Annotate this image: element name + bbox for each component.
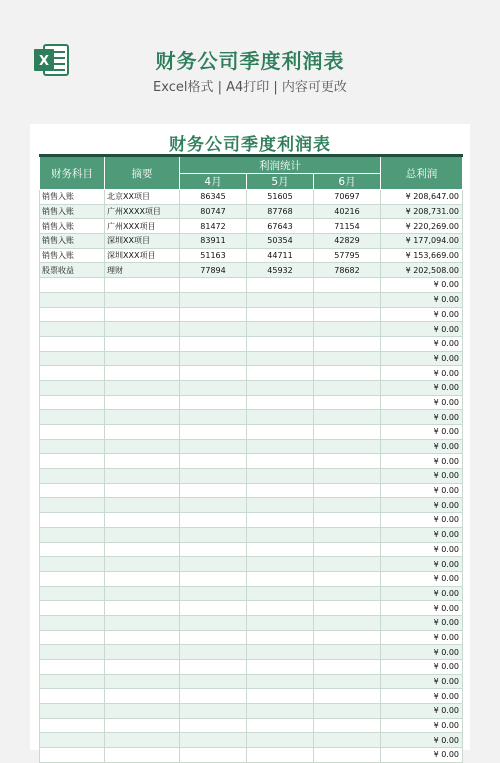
cell-m5[interactable] — [247, 557, 314, 572]
cell-m6[interactable] — [314, 498, 381, 513]
cell-m4[interactable] — [180, 498, 247, 513]
cell-m6[interactable]: 78682 — [314, 263, 381, 278]
cell-m5[interactable]: 67643 — [247, 219, 314, 234]
cell-account[interactable] — [40, 645, 105, 660]
table-row — [40, 586, 463, 601]
cell-account[interactable] — [40, 292, 105, 307]
cell-m5[interactable] — [247, 527, 314, 542]
col-header-account: 财务科目 — [40, 156, 105, 190]
page-title: 财务公司季度利润表 — [155, 49, 345, 73]
cell-m4[interactable] — [180, 351, 247, 366]
cell-account[interactable] — [40, 483, 105, 498]
cell-m5[interactable]: 50354 — [247, 234, 314, 249]
col-header-total: 总利润 — [381, 156, 463, 190]
spreadsheet-preview — [30, 124, 470, 760]
table-row — [40, 513, 463, 528]
cell-m6[interactable] — [314, 307, 381, 322]
cell-total[interactable]: ¥ 0.00 — [381, 689, 463, 704]
cell-summary[interactable]: 理财 — [105, 263, 180, 278]
table-row — [40, 718, 463, 733]
cell-account[interactable] — [40, 748, 105, 763]
cell-m6[interactable] — [314, 645, 381, 660]
cell-account[interactable]: 销售入账 — [40, 219, 105, 234]
cell-m5[interactable]: 51605 — [247, 190, 314, 205]
cell-m4[interactable] — [180, 527, 247, 542]
cell-m6[interactable]: 57795 — [314, 248, 381, 263]
cell-summary[interactable] — [105, 366, 180, 381]
cell-m5[interactable] — [247, 351, 314, 366]
table-row — [40, 527, 463, 542]
table-row — [40, 733, 463, 748]
table-row — [40, 748, 463, 763]
cell-m6[interactable] — [314, 439, 381, 454]
cell-total[interactable]: ¥ 0.00 — [381, 366, 463, 381]
cell-summary[interactable]: 深圳XXX项目 — [105, 248, 180, 263]
cell-summary[interactable] — [105, 513, 180, 528]
cell-m4[interactable] — [180, 571, 247, 586]
cell-m4[interactable] — [180, 380, 247, 395]
cell-summary[interactable] — [105, 704, 180, 719]
cell-m4[interactable]: 77894 — [180, 263, 247, 278]
table-row — [40, 410, 463, 425]
cell-m6[interactable] — [314, 322, 381, 337]
cell-total[interactable]: ¥ 0.00 — [381, 278, 463, 293]
cell-total[interactable]: ¥ 0.00 — [381, 660, 463, 675]
cell-total[interactable]: ¥ 0.00 — [381, 571, 463, 586]
cell-m4[interactable] — [180, 748, 247, 763]
cell-account[interactable] — [40, 674, 105, 689]
cell-account[interactable] — [40, 322, 105, 337]
cell-m6[interactable] — [314, 513, 381, 528]
cell-account[interactable] — [40, 454, 105, 469]
cell-m4[interactable] — [180, 278, 247, 293]
cell-m6[interactable] — [314, 733, 381, 748]
cell-m5[interactable] — [247, 454, 314, 469]
svg-text:X: X — [38, 54, 50, 69]
cell-m5[interactable] — [247, 395, 314, 410]
cell-account[interactable] — [40, 410, 105, 425]
cell-total[interactable]: ¥ 0.00 — [381, 351, 463, 366]
cell-total[interactable]: ¥ 0.00 — [381, 483, 463, 498]
cell-summary[interactable] — [105, 630, 180, 645]
cell-account[interactable] — [40, 439, 105, 454]
cell-m5[interactable] — [247, 278, 314, 293]
cell-total[interactable]: ¥ 202,508.00 — [381, 263, 463, 278]
page-subtitle: Excel格式 | A4打印 | 内容可更改 — [153, 80, 347, 95]
table-row — [40, 263, 463, 278]
cell-summary[interactable] — [105, 586, 180, 601]
cell-account[interactable] — [40, 380, 105, 395]
table-row — [40, 307, 463, 322]
cell-m5[interactable] — [247, 292, 314, 307]
cell-m5[interactable] — [247, 733, 314, 748]
cell-m4[interactable] — [180, 557, 247, 572]
cell-account[interactable] — [40, 733, 105, 748]
cell-m5[interactable] — [247, 336, 314, 351]
cell-m6[interactable] — [314, 557, 381, 572]
cell-account[interactable]: 股票收益 — [40, 263, 105, 278]
table-row — [40, 689, 463, 704]
cell-m6[interactable] — [314, 718, 381, 733]
cell-total[interactable]: ¥ 0.00 — [381, 380, 463, 395]
cell-total[interactable]: ¥ 0.00 — [381, 601, 463, 616]
cell-total[interactable]: ¥ 0.00 — [381, 704, 463, 719]
table-row — [40, 219, 463, 234]
cell-summary[interactable] — [105, 425, 180, 440]
cell-summary[interactable] — [105, 527, 180, 542]
cell-summary[interactable] — [105, 336, 180, 351]
cell-m6[interactable] — [314, 336, 381, 351]
table-row — [40, 380, 463, 395]
cell-account[interactable] — [40, 278, 105, 293]
cell-m4[interactable] — [180, 513, 247, 528]
cell-account[interactable] — [40, 469, 105, 484]
cell-m5[interactable] — [247, 630, 314, 645]
cell-m5[interactable] — [247, 366, 314, 381]
cell-m4[interactable] — [180, 410, 247, 425]
cell-total[interactable]: ¥ 0.00 — [381, 454, 463, 469]
cell-m5[interactable] — [247, 615, 314, 630]
cell-m5[interactable] — [247, 513, 314, 528]
cell-m6[interactable] — [314, 410, 381, 425]
cell-account[interactable] — [40, 660, 105, 675]
cell-m5[interactable] — [247, 380, 314, 395]
table-row — [40, 704, 463, 719]
cell-m5[interactable] — [247, 542, 314, 557]
table-row — [40, 425, 463, 440]
table-row — [40, 204, 463, 219]
cell-total[interactable]: ¥ 153,669.00 — [381, 248, 463, 263]
cell-total[interactable]: ¥ 220,269.00 — [381, 219, 463, 234]
cell-total[interactable]: ¥ 0.00 — [381, 557, 463, 572]
cell-m4[interactable] — [180, 660, 247, 675]
cell-total[interactable]: ¥ 0.00 — [381, 322, 463, 337]
cell-total[interactable]: ¥ 0.00 — [381, 615, 463, 630]
cell-summary[interactable] — [105, 674, 180, 689]
cell-summary[interactable] — [105, 542, 180, 557]
table-row — [40, 454, 463, 469]
cell-account[interactable] — [40, 615, 105, 630]
cell-m5[interactable] — [247, 645, 314, 660]
cell-m5[interactable] — [247, 674, 314, 689]
cell-m4[interactable] — [180, 542, 247, 557]
cell-m5[interactable] — [247, 307, 314, 322]
cell-summary[interactable] — [105, 395, 180, 410]
cell-summary[interactable] — [105, 718, 180, 733]
cell-account[interactable] — [40, 557, 105, 572]
table-row — [40, 630, 463, 645]
cell-summary[interactable]: 广州XXXX项目 — [105, 204, 180, 219]
cell-total[interactable]: ¥ 0.00 — [381, 513, 463, 528]
cell-total[interactable]: ¥ 0.00 — [381, 410, 463, 425]
cell-m4[interactable] — [180, 322, 247, 337]
cell-total[interactable]: ¥ 208,731.00 — [381, 204, 463, 219]
table-row — [40, 336, 463, 351]
cell-m6[interactable] — [314, 380, 381, 395]
cell-account[interactable] — [40, 601, 105, 616]
cell-m4[interactable] — [180, 454, 247, 469]
cell-total[interactable]: ¥ 0.00 — [381, 439, 463, 454]
cell-summary[interactable] — [105, 278, 180, 293]
cell-summary[interactable] — [105, 733, 180, 748]
cell-m6[interactable] — [314, 351, 381, 366]
cell-m4[interactable] — [180, 645, 247, 660]
table-row — [40, 190, 463, 205]
cell-total[interactable]: ¥ 0.00 — [381, 748, 463, 763]
cell-account[interactable]: 销售入账 — [40, 234, 105, 249]
cell-m6[interactable] — [314, 292, 381, 307]
cell-summary[interactable] — [105, 307, 180, 322]
cell-summary[interactable] — [105, 454, 180, 469]
cell-m4[interactable] — [180, 674, 247, 689]
cell-m4[interactable]: 86345 — [180, 190, 247, 205]
table-row — [40, 395, 463, 410]
cell-summary[interactable] — [105, 351, 180, 366]
cell-m6[interactable] — [314, 615, 381, 630]
cell-total[interactable]: ¥ 0.00 — [381, 425, 463, 440]
cell-account[interactable]: 销售入账 — [40, 204, 105, 219]
table-row — [40, 322, 463, 337]
cell-m4[interactable] — [180, 586, 247, 601]
cell-summary[interactable] — [105, 660, 180, 675]
cell-m4[interactable] — [180, 425, 247, 440]
cell-m6[interactable] — [314, 630, 381, 645]
table-row — [40, 366, 463, 381]
cell-m5[interactable] — [247, 469, 314, 484]
table-row — [40, 469, 463, 484]
cell-summary[interactable] — [105, 615, 180, 630]
cell-m4[interactable]: 51163 — [180, 248, 247, 263]
cell-m6[interactable]: 40216 — [314, 204, 381, 219]
page-header — [0, 0, 500, 118]
cell-m4[interactable] — [180, 439, 247, 454]
cell-summary[interactable]: 北京XX项目 — [105, 190, 180, 205]
cell-account[interactable] — [40, 425, 105, 440]
cell-m6[interactable] — [314, 674, 381, 689]
cell-m4[interactable] — [180, 307, 247, 322]
cell-total[interactable]: ¥ 0.00 — [381, 527, 463, 542]
cell-summary[interactable] — [105, 439, 180, 454]
cell-m4[interactable] — [180, 601, 247, 616]
cell-summary[interactable] — [105, 571, 180, 586]
cell-total[interactable]: ¥ 0.00 — [381, 674, 463, 689]
table-body — [40, 190, 463, 763]
cell-summary[interactable] — [105, 410, 180, 425]
cell-m6[interactable] — [314, 469, 381, 484]
col-header-june: 6月 — [314, 174, 381, 190]
col-header-may: 5月 — [247, 174, 314, 190]
cell-m6[interactable] — [314, 660, 381, 675]
cell-m5[interactable] — [247, 322, 314, 337]
sheet-title: 财务公司季度利润表 — [169, 135, 331, 155]
cell-summary[interactable]: 深圳XX项目 — [105, 234, 180, 249]
cell-m5[interactable]: 87768 — [247, 204, 314, 219]
cell-m4[interactable] — [180, 366, 247, 381]
cell-m5[interactable] — [247, 748, 314, 763]
cell-account[interactable] — [40, 307, 105, 322]
cell-total[interactable]: ¥ 0.00 — [381, 469, 463, 484]
table-row — [40, 557, 463, 572]
table-row — [40, 571, 463, 586]
cell-total[interactable]: ¥ 0.00 — [381, 586, 463, 601]
cell-account[interactable] — [40, 513, 105, 528]
cell-m4[interactable] — [180, 336, 247, 351]
cell-m6[interactable]: 42829 — [314, 234, 381, 249]
cell-m4[interactable] — [180, 292, 247, 307]
cell-total[interactable]: ¥ 177,094.00 — [381, 234, 463, 249]
cell-account[interactable] — [40, 689, 105, 704]
cell-m5[interactable]: 45932 — [247, 263, 314, 278]
cell-m4[interactable] — [180, 718, 247, 733]
cell-summary[interactable] — [105, 380, 180, 395]
cell-m5[interactable] — [247, 718, 314, 733]
cell-m6[interactable] — [314, 704, 381, 719]
cell-total[interactable]: ¥ 0.00 — [381, 336, 463, 351]
cell-m6[interactable] — [314, 366, 381, 381]
cell-m6[interactable] — [314, 586, 381, 601]
cell-m5[interactable] — [247, 571, 314, 586]
cell-m5[interactable] — [247, 586, 314, 601]
table-row — [40, 483, 463, 498]
table-row — [40, 542, 463, 557]
cell-m4[interactable] — [180, 395, 247, 410]
cell-m4[interactable] — [180, 630, 247, 645]
table-row — [40, 292, 463, 307]
table-row — [40, 439, 463, 454]
cell-m4[interactable] — [180, 469, 247, 484]
cell-m5[interactable] — [247, 425, 314, 440]
cell-m6[interactable] — [314, 425, 381, 440]
cell-account[interactable] — [40, 366, 105, 381]
table-row — [40, 248, 463, 263]
cell-m5[interactable] — [247, 601, 314, 616]
profit-table — [39, 154, 463, 763]
cell-m6[interactable] — [314, 601, 381, 616]
table-row — [40, 615, 463, 630]
cell-total[interactable]: ¥ 0.00 — [381, 542, 463, 557]
cell-account[interactable] — [40, 336, 105, 351]
cell-m6[interactable] — [314, 395, 381, 410]
cell-account[interactable]: 销售入账 — [40, 248, 105, 263]
cell-summary[interactable] — [105, 557, 180, 572]
cell-m6[interactable] — [314, 571, 381, 586]
cell-summary[interactable] — [105, 645, 180, 660]
cell-account[interactable] — [40, 718, 105, 733]
table-row — [40, 674, 463, 689]
cell-m4[interactable] — [180, 704, 247, 719]
col-header-april: 4月 — [180, 174, 247, 190]
cell-m5[interactable] — [247, 704, 314, 719]
cell-account[interactable] — [40, 630, 105, 645]
cell-account[interactable] — [40, 704, 105, 719]
cell-total[interactable]: ¥ 0.00 — [381, 733, 463, 748]
cell-m5[interactable] — [247, 483, 314, 498]
cell-summary[interactable] — [105, 292, 180, 307]
cell-m4[interactable]: 81472 — [180, 219, 247, 234]
cell-m4[interactable]: 83911 — [180, 234, 247, 249]
table-row — [40, 234, 463, 249]
cell-account[interactable] — [40, 498, 105, 513]
cell-m4[interactable]: 80747 — [180, 204, 247, 219]
cell-summary[interactable] — [105, 689, 180, 704]
cell-m6[interactable] — [314, 454, 381, 469]
cell-m5[interactable] — [247, 498, 314, 513]
cell-summary[interactable]: 广州XXX项目 — [105, 219, 180, 234]
cell-total[interactable]: ¥ 0.00 — [381, 307, 463, 322]
table-row — [40, 645, 463, 660]
cell-total[interactable]: ¥ 0.00 — [381, 718, 463, 733]
cell-summary[interactable] — [105, 748, 180, 763]
cell-total[interactable]: ¥ 0.00 — [381, 395, 463, 410]
cell-m6[interactable]: 70697 — [314, 190, 381, 205]
cell-summary[interactable] — [105, 601, 180, 616]
cell-m5[interactable] — [247, 689, 314, 704]
cell-account[interactable] — [40, 571, 105, 586]
col-header-summary: 摘要 — [105, 156, 180, 190]
cell-m6[interactable]: 71154 — [314, 219, 381, 234]
cell-m6[interactable] — [314, 278, 381, 293]
cell-total[interactable]: ¥ 0.00 — [381, 292, 463, 307]
table-row — [40, 278, 463, 293]
cell-m4[interactable] — [180, 483, 247, 498]
cell-summary[interactable] — [105, 469, 180, 484]
col-header-profit-stats: 利润统计 — [180, 156, 381, 174]
cell-m6[interactable] — [314, 689, 381, 704]
cell-m5[interactable] — [247, 439, 314, 454]
table-row — [40, 498, 463, 513]
cell-summary[interactable] — [105, 498, 180, 513]
table-row — [40, 601, 463, 616]
cell-account[interactable] — [40, 586, 105, 601]
cell-m6[interactable] — [314, 542, 381, 557]
cell-m6[interactable] — [314, 483, 381, 498]
cell-total[interactable]: ¥ 208,647.00 — [381, 190, 463, 205]
cell-m5[interactable]: 44711 — [247, 248, 314, 263]
cell-total[interactable]: ¥ 0.00 — [381, 630, 463, 645]
cell-summary[interactable] — [105, 483, 180, 498]
cell-m4[interactable] — [180, 615, 247, 630]
cell-m6[interactable] — [314, 748, 381, 763]
cell-m4[interactable] — [180, 689, 247, 704]
cell-summary[interactable] — [105, 322, 180, 337]
cell-total[interactable]: ¥ 0.00 — [381, 498, 463, 513]
cell-m6[interactable] — [314, 527, 381, 542]
cell-account[interactable] — [40, 351, 105, 366]
cell-total[interactable]: ¥ 0.00 — [381, 645, 463, 660]
cell-m5[interactable] — [247, 660, 314, 675]
table-row — [40, 351, 463, 366]
cell-m4[interactable] — [180, 733, 247, 748]
cell-account[interactable] — [40, 542, 105, 557]
cell-m5[interactable] — [247, 410, 314, 425]
cell-account[interactable] — [40, 527, 105, 542]
cell-account[interactable]: 销售入账 — [40, 190, 105, 205]
cell-account[interactable] — [40, 395, 105, 410]
table-row — [40, 660, 463, 675]
